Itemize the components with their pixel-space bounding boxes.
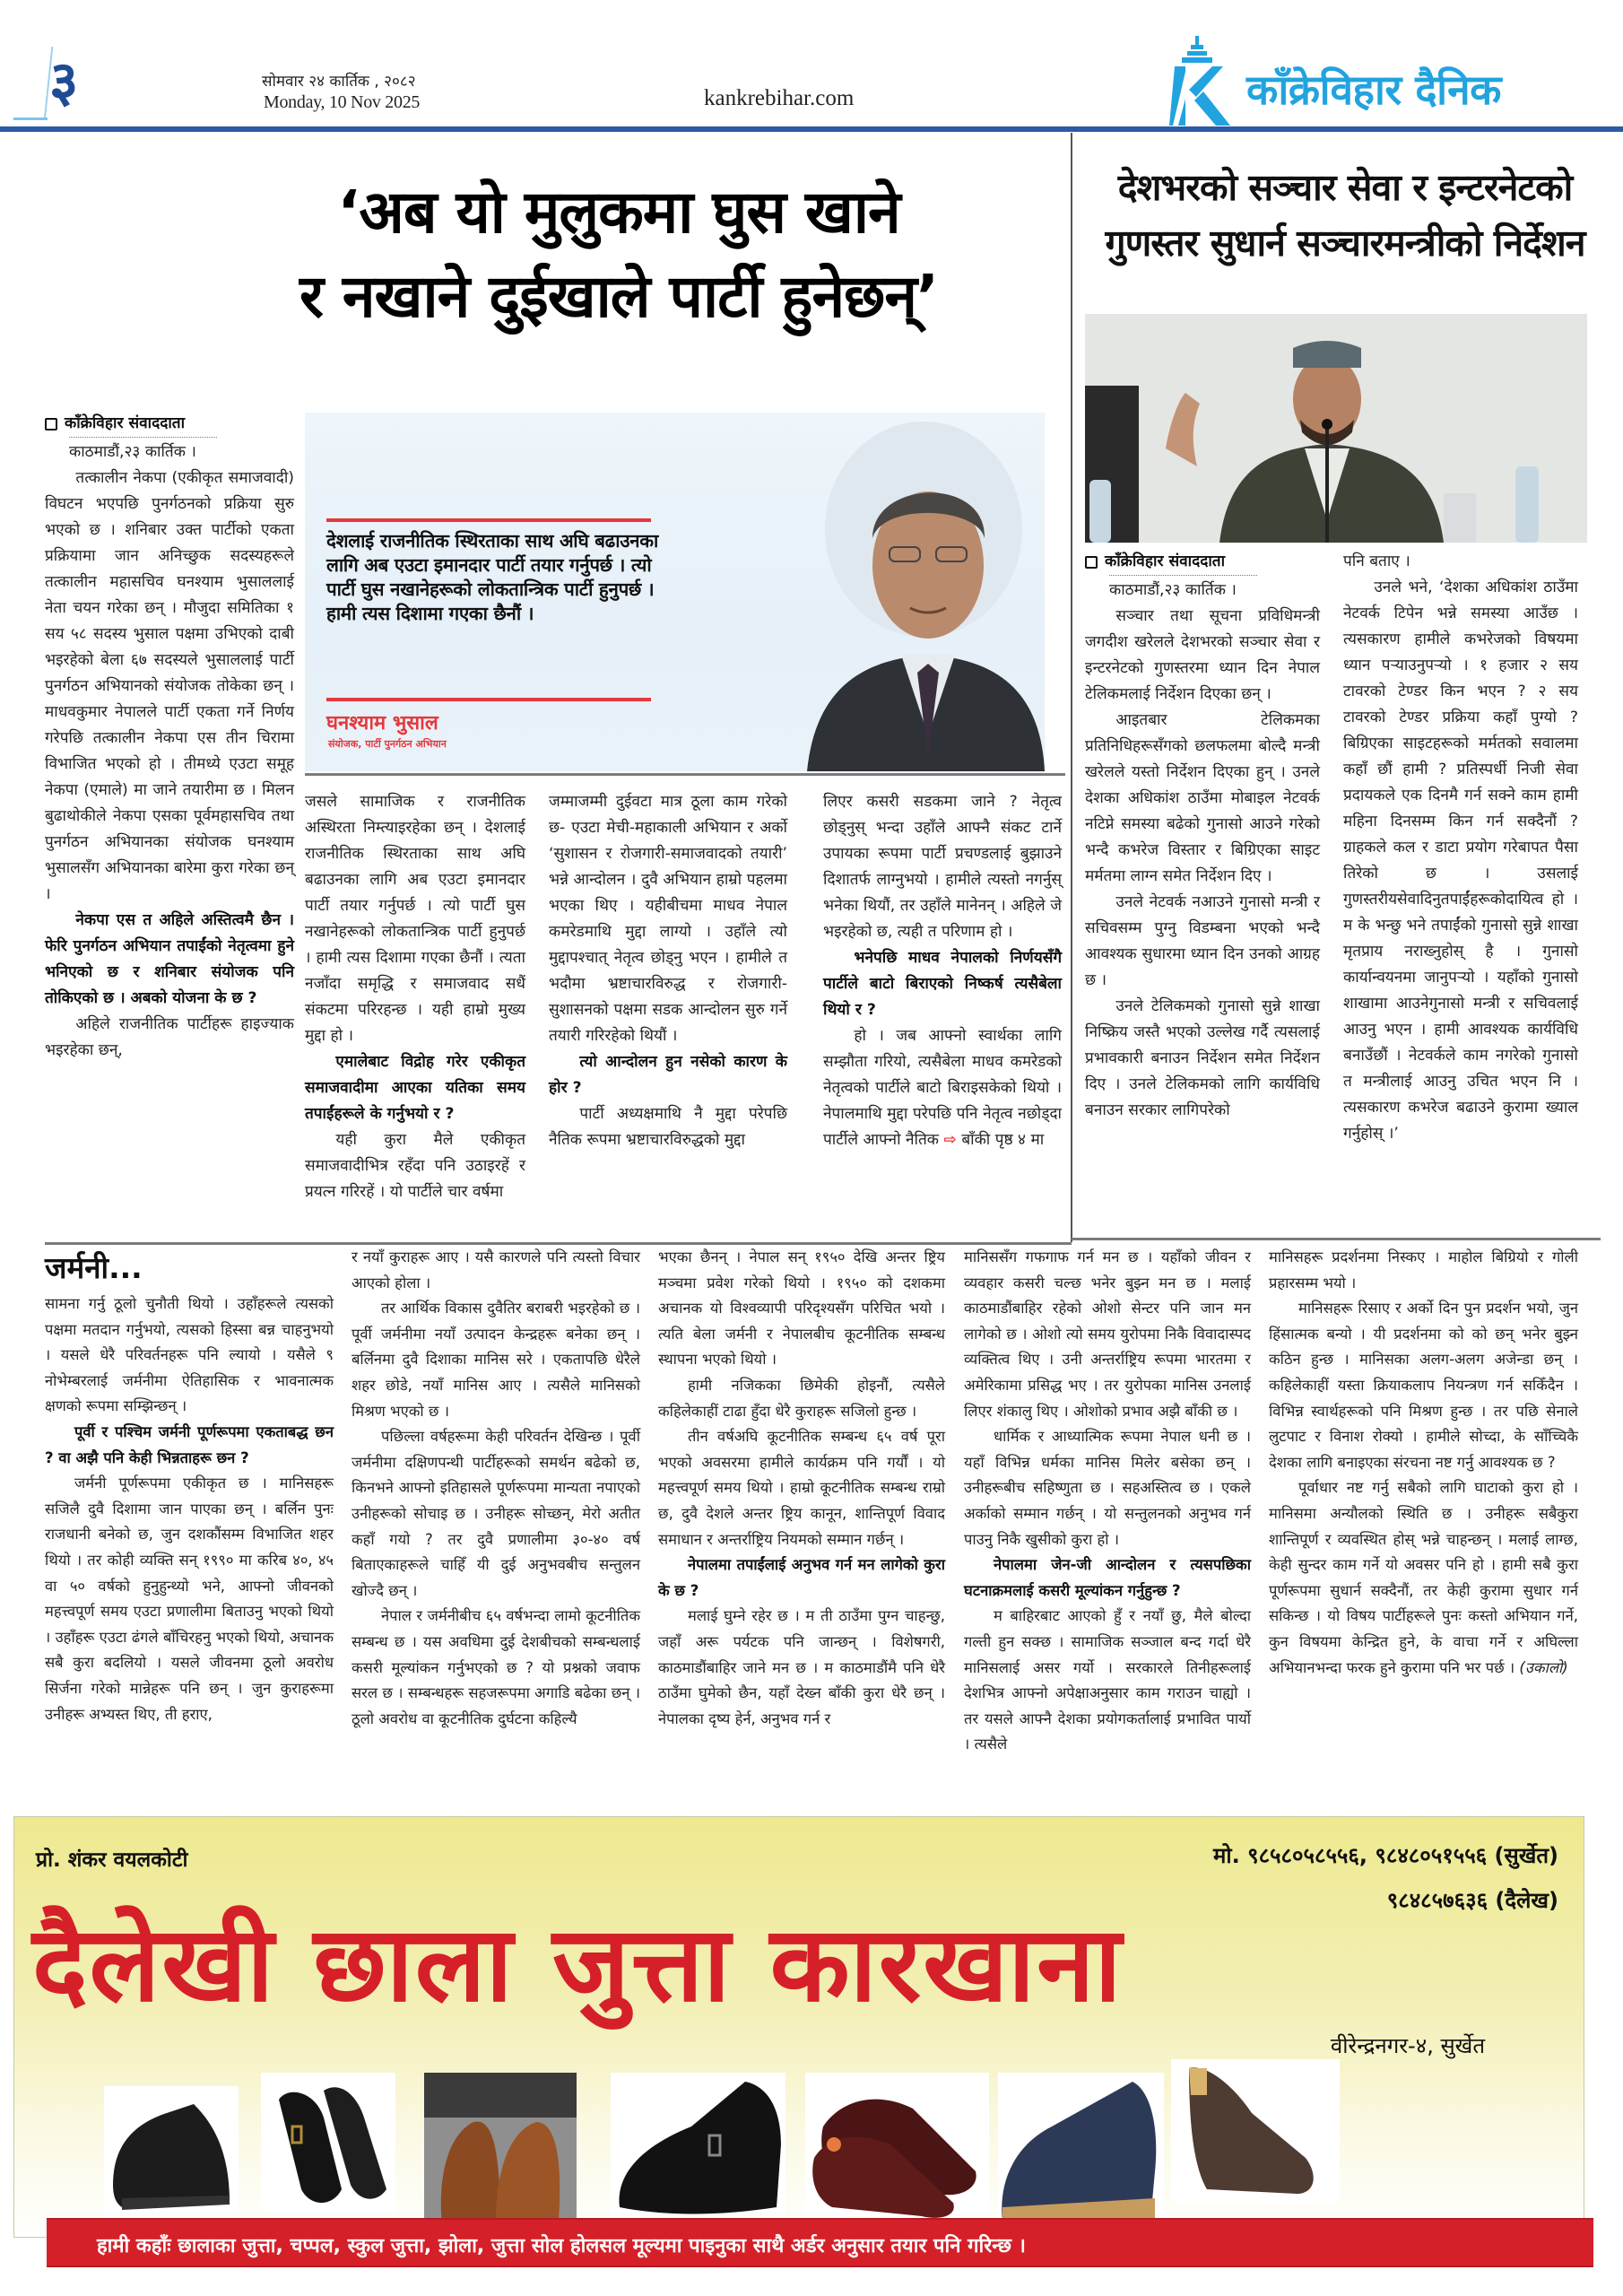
side-headline — [1085, 160, 1605, 271]
main-article-photo-with-pull-quote — [305, 413, 1045, 771]
germany-column-3 — [658, 1245, 945, 1732]
main-article-column-4 — [823, 789, 1062, 1153]
burgundy-oxford-shoe-icon — [805, 2073, 989, 2221]
article-paragraph: हो । जब आफ्नो स्वार्थका लागि सम्झौता गरियो, त्यसैबेला माधव कमरेडको नेतृत्वको पार्टीले बाटो बिराइसकेको थियो । नेपालमाथि मुद्दा परेपछि पनि नेतृत्व नछोड्दा पार्टीले आफ्नो नैतिक — [823, 1027, 1062, 1149]
article-paragraph: उनले टेलिकमको गुनासो सुन्ने शाखा निष्क्रिय जस्तै भएको उल्लेख गर्दै त्यसलाई प्रभावकारी बनाउन निर्देशन समेत निर्देशन दिए । उनले टेलिकमको लागि कार्यविधि बनाउन सरकार लागिपरेको — [1085, 997, 1320, 1119]
date-english: Monday, 10 Nov 2025 — [264, 92, 421, 112]
minister-photo — [1085, 314, 1587, 543]
website-link[interactable]: kankrebihar.com — [704, 86, 855, 110]
brown-lace-up-shoe-icon — [424, 2073, 577, 2230]
brown-wingtip-shoe-icon — [1171, 2059, 1340, 2203]
article-paragraph: सञ्चार तथा सूचना प्रविधिमन्त्री जगदीश खरेलले देशभरको सञ्चार सेवा र इन्टरनेटको गुणस्तरमा ध्यान दिन नेपाल टेलिकमलाई निर्देशन दिएका छन् । — [1085, 607, 1320, 703]
interview-question: पूर्वी र पश्चिम जर्मनी पूर्णरूपमा एकताबद्ध छन ? वा अझै पनि केही भिन्नताहरू छन ? — [45, 1422, 334, 1466]
ad-products-banner — [47, 2218, 1593, 2267]
ad-products-text: हामी कहाँः छालाका जुत्ता, चप्पल, स्कुल जुत्ता, झोला, जुत्ता सोल होलसल मूल्यमा पाइनुका साथै अर्डर अनुसार तयार पनि गरिन्छ । — [97, 2235, 1026, 2257]
interview-question: एमालेबाट विद्रोह गरेर एकीकृत समाजवादीमा आएका यतिका समय तपाईंहरूले के गर्नुभयो र ? — [305, 1053, 525, 1123]
main-dateline: काठमाडौं,२३ कार्तिक । — [69, 443, 196, 461]
article-paragraph: अहिले राजनीतिक पार्टीहरू हाइज्याक भइरहेका छन्, — [45, 1015, 294, 1059]
pagoda-k-logo-icon — [1166, 36, 1237, 126]
ad-phone-dailekh[interactable]: ९८४८५७६३६ (दैलेख) — [1386, 1888, 1558, 1913]
continued-on-page-link[interactable]: बाँकी पृष्ठ ४ मा — [961, 1131, 1045, 1149]
germany-continuation-title: जर्मनी... — [45, 1250, 143, 1285]
byline-box-icon — [1085, 556, 1098, 569]
byline-box-icon — [45, 418, 57, 430]
germany-column-2 — [352, 1245, 640, 1732]
side-article-column-2 — [1343, 549, 1578, 1147]
article-paragraph: यही कुरा मैले एकीकृत समाजवादीभित्र रहँदा पनि उठाइरहें र प्रयत्न गरिरहें । यो पार्टीले चार वर्षमा — [305, 1131, 525, 1201]
interview-question: नेकपा एस त अहिले अस्तित्वमै छैन । फेरि पुनर्गठन अभियान तपाईंको नेतृत्वमा हुने भनिएको छ र शनिबार संयोजक पनि तोकिएको छ । अबको योजना के छ ? — [45, 911, 294, 1007]
article-paragraph: तर आर्थिक विकास दुवैतिर बराबरी भइरहेको छ । पूर्वी जर्मनीमा नयाँ उत्पादन केन्द्रहरू बनेका छन् । बर्लिनमा दुवै दिशाका मानिस सरे । एकतापछि धेरैले शहर छोडे, नयाँ मानिस आए । त्यसैले मानिसको मिश्रण भएको छ । — [352, 1300, 640, 1420]
interview-question: त्यो आन्दोलन हुन नसेको कारण के होर ? — [549, 1053, 787, 1097]
pull-quote-text: देशलाई राजनीतिक स्थिरताका साथ अघि बढाउनका लागि अब एउटा इमानदार पार्टी तयार गर्नुपर्छ । त्यो पार्टी घुस नखानेहरूको लोकतान्त्रिक पार्टी हुनुपर्छ । हामी त्यस दिशामा गएका छैनौं । — [326, 530, 658, 624]
ad-address: वीरेन्द्रनगर-४, सुर्खेत — [1330, 2033, 1485, 2058]
source-credit: (उकालो) — [1519, 1658, 1568, 1676]
page-number-underline — [13, 117, 48, 120]
interview-question: नेपालमा तपाईंलाई अनुभव गर्न मन लागेको कुरा के छ ? — [658, 1556, 945, 1599]
page-number: ३ — [49, 48, 79, 114]
pull-quote-role: संयोजक, पार्टी पुनर्गठन अभियान — [328, 738, 447, 750]
germany-column-1 — [45, 1292, 334, 1727]
black-buckle-shoe-icon — [261, 2073, 395, 2212]
article-paragraph: म बाहिरबाट आएको हुँ र नयाँ छु, मैले बोल्दा गल्ती हुन सक्छ । सामाजिक सञ्जाल बन्द गर्दा धेरै मानिसलाई असर गर्यो । सरकारले तिनीहरूलाई देशभित्र आफ्नो अपेक्षाअनुसार काम गराउन चाह्यो । तर यसले आफ्नै देशका प्रयोगकर्तालाई प्रभावित पार्यो । त्यसैले — [964, 1607, 1251, 1753]
article-paragraph: मलाई घुम्ने रहेर छ । म ती ठाउँमा पुग्न चाहन्छु, जहाँ अरू पर्यटक पनि जान्छन् । विशेषगरी, काठमाडौंबाहिर जाने मन छ । म काठमाडौंमै पनि धेरै ठाउँमा घुमेको छैन, यहाँ देख्न बाँकी कुरा धेरै छन् । नेपालका दृष्य हेर्न, अनुभव गर्न र — [658, 1607, 945, 1727]
article-paragraph: हामी नजिकका छिमेकी होइनौं, त्यसैले कहिलेकाहीं टाढा हुँदा धेरै कुराहरू सजिलो हुन्छ । — [658, 1376, 945, 1420]
portrait-photo — [699, 413, 1045, 771]
side-dateline: काठमाडौं,२३ कार्तिक । — [1109, 581, 1237, 599]
article-paragraph: उनले नेटवर्क नआउने गुनासो मन्त्री र सचिवसम्म पुग्नु विडम्बना भएको भन्दै आवश्यक सुधारमा ध्यान दिन उनको आग्रह छ । — [1085, 893, 1320, 989]
main-byline — [45, 411, 294, 437]
article-paragraph: मानिसहरू रिसाए र अर्को दिन पुन प्रदर्शन भयो, जुन हिंसात्मक बन्यो । यी प्रदर्शनमा को को छन् भनेर बुझ्न कठिन हुन्छ । मानिसका अलग-अलग अजेन्डा छन् । कहिलेकाहीं यस्ता क्रियाकलाप नियन्त्रण गर्न सकिँदैन । विभिन्न स्वार्थहरूको पनि मिश्रण हुन्छ । तर पछि सेनाले लुटपाट र विनाश रोक्यो । हामीले सोच्दा, के साँच्चिकै देशका लागि बनाइएका संरचना नष्ट गर्नु आवश्यक छ ? — [1269, 1300, 1578, 1471]
article-paragraph: र नयाँ कुराहरू आए । यसै कारणले पनि त्यस्तो विचार आएको होला । — [352, 1248, 640, 1292]
side-headline-line2: गुणस्तर सुधार्न सञ्चारमन्त्रीको निर्देशन — [1105, 222, 1585, 265]
interview-question: नेपालमा जेन-जी आन्दोलन र त्यसपछिका घटनाक्रमलाई कसरी मूल्यांकन गर्नुहुन्छ ? — [964, 1556, 1251, 1599]
byline-text: काँक्रेविहार संवाददाता — [1105, 552, 1226, 570]
minister-photo-illustration — [1085, 314, 1587, 543]
article-paragraph: पछिल्ला वर्षहरूमा केही परिवर्तन देखिन्छ । पूर्वी जर्मनीमा दक्षिणपन्थी पार्टीहरूको समर्थन बढेको छ, किनभने आफ्नो इतिहासले पूर्णरूपमा मान्यता नपाएको उनीहरूको सोचाइ छ । उनीहरू सोच्छन्, मेरो अतीत कहाँ गयो ? तर दुवै प्रणालीमा ३०-४० वर्ष बिताएकाहरूले चाहिँ यी दुई अनुभवबीच सन्तुलन खोज्दै छन् । — [352, 1428, 640, 1599]
column-divider — [1071, 133, 1072, 1242]
newspaper-logo[interactable] — [1166, 36, 1596, 126]
article-paragraph: पार्टी अध्यक्षमाथि नै मुद्दा परेपछि नैतिक रूपमा भ्रष्टाचारविरुद्धको मुद्दा — [549, 1105, 787, 1149]
article-paragraph: तत्कालीन नेकपा (एकीकृत समाजवादी) विघटन भएपछि पुनर्गठनको प्रक्रिया सुरु भएको छ । शनिबार उक्त पार्टीको एकता प्रक्रियामा जान अनिच्छुक सदस्यहरूले तत्कालीन महासचिव घनश्याम भुसाललाई नेता चयन गरेका छन् । मौजुदा समितिका १ सय ५८ सदस्य भुसाल पक्षमा उभिएको दाबी भइरहेको बेला ६७ सदस्यले भुसाललाई पार्टी पुनर्गठन अभियानको संयोजक तोकेका छन् । माधवकुमार नेपालले पार्टी एकता गर्ने निर्णय गरेपछि तत्कालीन नेकपा एस तीन चिरामा विभाजित भएको हो । तीमध्ये एउटा समूह नेकपा (एमाले) मा जाने तयारीमा छ । मिलन बुढाथोकीले नेकपा एसका पूर्वमहासचिव तथा पुनर्गठन अभियानका संयोजक घनश्याम भुसालसँग अभियानका बारेमा कुरा गरेका छन् । — [45, 469, 294, 903]
pull-quote-name: घनश्याम भुसाल — [326, 712, 438, 735]
article-paragraph: भएका छैनन् । नेपाल सन् १९५० देखि अन्तर ष्ट्रिय मञ्चमा प्रवेश गरेको थियो । १९५० को दशकमा अचानक यो विश्वव्यापी परिदृश्यसँग परिचित भयो । त्यति बेला जर्मनी र नेपालबीच कूटनीतिक सम्बन्ध स्थापना भएको थियो । — [658, 1248, 945, 1369]
ad-business-name: दैलेखी छाला जुत्ता कारखाना — [32, 1904, 1124, 2025]
side-article-bottom-rule — [1072, 1238, 1601, 1240]
ad-proprietor: प्रो. शंकर वयलकोटी — [36, 1848, 188, 1872]
article-paragraph: नेपाल र जर्मनीबीच ६५ वर्षभन्दा लामो कूटनीतिक सम्बन्ध छ । यस अवधिमा दुई देशबीचको सम्बन्धलाई कसरी मूल्यांकन गर्नुभएको छ ? यो प्रश्नको जवाफ सरल छ । सम्बन्धहरू सहजरूपमा अगाडि बढेका छन् । ठूलो अवरोध वा कूटनीतिक दुर्घटना कहिल्यै — [352, 1607, 640, 1727]
black-monk-strap-shoe-icon — [611, 2073, 785, 2216]
article-paragraph: जम्माजम्मी दुईवटा मात्र ठूला काम गरेको छ- एउटा मेची-महाकाली अभियान र अर्को ‘सुशासन र रोजगारी-समाजवादको तयारी’ भन्ने आन्दोलन । दुवै अभियान हाम्रो पहलमा भएका थिए । यहीबीचमा माधव नेपाल कमरेडमाथि मुद्दा लाग्यो । उहाँले त्यो मुद्दापश्चात् नेतृत्व छोड्नु भएन । हामीले त भदौमा भ्रष्टाचारविरुद्ध र रोजगारी-सुशासनको पक्षमा सडक आन्दोलन सुरु गर्ने तयारी गरिरहेको थियौं । — [549, 793, 787, 1045]
pull-quote-rule-bottom — [326, 698, 651, 701]
germany-column-4 — [964, 1245, 1251, 1758]
continued-arrow-icon: ⇨ — [943, 1131, 957, 1149]
article-paragraph: जर्मनी पूर्णरूपमा एकीकृत छ । मानिसहरू सजिलै दुवै दिशामा जान पाएका छन् । बर्लिन पुनः राजधानी बनेको छ, जुन दशकौंसम्म विभाजित शहर थियो । तर कोही व्यक्ति सन् १९९० मा करिब ४०, ४५ वा ५० वर्षको हुनुहुन्थ्यो भने, आफ्नो जीवनको महत्त्वपूर्ण समय एउटा प्रणालीमा बिताउनु भएको थियो । उहाँहरू एउटा ढंगले बाँचिरहनु भएको थियो, अचानक सबै कुरा बदलियो । यसले जीवनमा ठूलो अवरोध सिर्जना गरेको मान्नेहरू पनि छन् । जुन कुराहरूमा उनीहरू अभ्यस्त थिए, ती हराए, — [45, 1474, 334, 1723]
main-headline — [179, 170, 1058, 339]
article-paragraph: पनि बताए । — [1343, 552, 1410, 570]
navy-suede-derby-shoe-icon — [998, 2073, 1164, 2225]
byline-underline — [69, 437, 217, 438]
masthead — [0, 0, 1623, 135]
shoe-factory-advertisement[interactable] — [13, 1816, 1584, 2238]
article-paragraph: लिएर कसरी सडकमा जाने ? नेतृत्व छोड्नुस् भन्दा उहाँले आफ्नै संकट टार्ने उपायका रूपमा पार्टी प्रचण्डलाई बुझाउने दिशातर्फ लाग्नुभयो । हामीले त्यस्तो नगर्नुस् भनेका थियौं, तर उहाँले मानेनन् । अहिले जे भइरहेको छ, त्यही त परिणाम हो । — [823, 793, 1062, 941]
article-paragraph: धार्मिक र आध्यात्मिक रूपमा नेपाल धनी छ । यहाँ विभिन्न धर्मका मानिस मिलेर बसेका छन् । उनीहरूबीच सहिष्णुता छ । सहअस्तित्व छ । एकले अर्काको सम्मान गर्छन् । यो सन्तुलनको अनुभव गर्न पाउनु निकै खुसीको कुरा हो । — [964, 1428, 1251, 1548]
side-headline-line1: देशभरको सञ्चार सेवा र इन्टरनेटको — [1117, 166, 1573, 209]
photo-separator — [305, 773, 1065, 776]
byline-underline — [1109, 575, 1257, 576]
side-article-column-1 — [1085, 549, 1320, 1124]
article-paragraph: आइतबार टेलिकमका प्रतिनिधिहरूसँगको छलफलमा बोल्दै मन्त्री खरेलले यस्तो निर्देशन दिएका हुन् । उनले देशका अधिकांश ठाउँमा मोबाइल नेटवर्क नटिप्ने समस्या बढेको गुनासो आउने गरेको भन्दै कभरेज विस्तार र बिग्रिएका साइट मर्मतमा लाग्न समेत निर्देशन दिए । — [1085, 711, 1320, 885]
main-article-column-2 — [305, 789, 525, 1205]
main-article-column-1 — [45, 411, 294, 1064]
date-nepali: सोमवार २४ कार्तिक , २०८२ — [262, 73, 416, 91]
article-paragraph: उनले भने, ‘देशका अधिकांश ठाउँमा नेटवर्क टिपेन भन्ने समस्या आउँछ । त्यसकारण हामीले कभरेजको विषयमा ध्यान पऱ्याउनुपऱ्यो । १ हजार २ सय टावरको टेण्डर किन भएन ? २ सय टावरको टेण्डर प्रक्रिया कहाँ पुग्यो ? बिग्रिएका साइटहरूको मर्मतको सवालमा कहाँ छौं हामी ? प्रतिस्पर्धी निजी सेवा प्रदायकले एक दिनमै गर्न सक्ने काम हामी महिना दिनसम्म किन गर्न सक्दैनौं ? ग्राहकले कल र डाटा प्रयोग गरेबापत पैसा तिरेको छ । उसलाई गुणस्तरीयसेवादिनुतपाईंहरूकोदायित्व हो । म के भन्छु भने तपाईंको गुनासो सुन्ने शाखा मृतप्राय नराख्नुहोस् है । गुनासो कार्यान्वयनमा जानुपऱ्यो । यहाँको गुनासो शाखामा आउनेगुनासो मन्त्री र सचिवलाई आउनु भएन । हामी आवश्यक कार्यविधि बनाउँछौं । नेटवर्कले काम नगरेको गुनासो त मन्त्रीलाई आउनु उचित भएन नि । त्यसकारण कभरेज बढाउने कुरामा ख्याल गर्नुहोस् ।’ — [1343, 578, 1578, 1143]
ad-phone-surkhet[interactable]: मो. ९८५८०५८५५६, ९८४८०५१५५६ (सुर्खेत) — [1213, 1843, 1558, 1868]
main-article-column-3 — [549, 789, 787, 1153]
logo-text: काँक्रेविहार दैनिक — [1246, 65, 1501, 114]
side-byline — [1085, 549, 1320, 575]
germany-column-5 — [1269, 1245, 1578, 1681]
pull-quote-rule-top — [326, 518, 651, 522]
main-headline-line1: ‘अब यो मुलुकमा घुस खाने — [337, 178, 900, 247]
article-paragraph: पूर्वाधार नष्ट गर्नु सबैको लागि घाटाको कुरा हो । मानिसमा अन्यौलको स्थिति छ । उनीहरू सबैकुरा शान्तिपूर्ण र व्यवस्थित होस् भन्ने चाहन्छन् । मलाई लाग्छ, केही सुन्दर काम गर्ने यो अवसर पनि हो । हामी सबै कुरा पूर्णरूपमा सुधार्न सक्दैनौं, तर केही कुरामा सुधार गर्न सकिन्छ । यो विषय पार्टीहरूले पुनः कस्तो अभियान गर्ने, कुन विषयमा केन्द्रित हुने, के वाचा गर्ने र अघिल्ला अभियानभन्दा फरक हुने कुरामा पनि भर पर्छ । — [1269, 1479, 1578, 1676]
article-paragraph: मानिससँग गफगाफ गर्न मन छ । यहाँको जीवन र व्यवहार कसरी चल्छ भनेर बुझ्न मन छ । मलाई काठमाडौंबाहिर रहेको ओशो सेन्टर पनि जान मन लागेको छ । ओशो त्यो समय युरोपमा निकै विवादास्पद व्यक्तित्व थिए । उनी अन्तर्राष्ट्रिय रूपमा भारतमा र अमेरिकामा प्रसिद्ध भए । तर युरोपका मानिस उनलाई लिएर शंकालु थिए । ओशोको प्रभाव अझै बाँकी छ । — [964, 1248, 1251, 1420]
main-headline-line2: र नखाने दुईखाले पार्टी हुनेछन्’ — [299, 262, 939, 331]
article-paragraph: सामना गर्नु ठूलो चुनौती थियो । उहाँहरूले त्यसको पक्षमा मतदान गर्नुभयो, त्यसको हिस्सा बन्न चाहनुभयो । यसले धेरै परिवर्तनहरू पनि ल्यायो । यसैले ९ नोभेम्बरलाई जर्मनीमा ऐतिहासिक र भावनात्मक क्षणको रूपमा सम्झिन्छन् । — [45, 1295, 334, 1415]
byline-text: काँक्रेविहार संवाददाता — [65, 414, 186, 432]
article-paragraph: तीन वर्षअघि कूटनीतिक सम्बन्ध ६५ वर्ष पूरा भएको अवसरमा हामीले कार्यक्रम पनि गर्यौं । यो महत्त्वपूर्ण समय थियो । हाम्रो कूटनीतिक सम्बन्ध राम्रो छ, दुवै देशले अन्तर ष्ट्रिय कानून, शान्तिपूर्ण विवाद समाधान र अन्तर्राष्ट्रिय नियमको सम्मान गर्छन् । — [658, 1428, 945, 1548]
article-paragraph: जसले सामाजिक र राजनीतिक अस्थिरता निम्त्याइरहेका छन् । देशलाई राजनीतिक स्थिरताका साथ अघि बढाउनका लागि अब एउटा इमानदार पार्टी तयार गर्नुपर्छ । त्यो पार्टी घुस नखानेहरूको लोकतान्त्रिक पार्टी हुनुपर्छ । हामी त्यस दिशामा गएका छैनौं । त्यता नजाँदा समृद्धि र समाजवाद सधैं संकटमा परिरहन्छ । यही हाम्रो मुख्य मुद्दा हो । — [305, 793, 525, 1045]
masthead-rule — [0, 126, 1623, 132]
article-paragraph: मानिसहरू प्रदर्शनमा निस्कए । माहोल बिग्रियो र गोली प्रहारसम्म भयो । — [1269, 1248, 1578, 1292]
interview-question: भनेपछि माधव नेपालको निर्णयसँगै पार्टीले बाटो बिराएको निष्कर्ष त्यसैबेला थियो र ? — [823, 949, 1062, 1019]
black-derby-shoe-icon — [104, 2086, 239, 2221]
